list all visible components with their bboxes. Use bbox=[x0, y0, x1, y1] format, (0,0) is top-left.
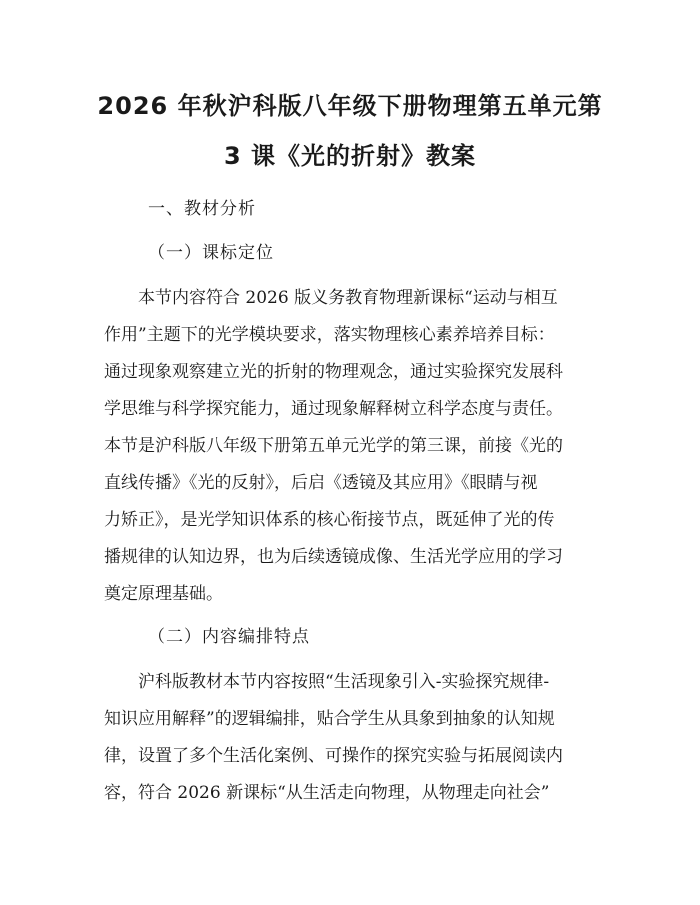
paragraph-line: 学思维与科学探究能力，通过现象解释树立科学态度与责任。 bbox=[104, 399, 563, 419]
paragraph-curriculum-positioning bbox=[104, 280, 596, 613]
paragraph-line: 知识应用解释”的逻辑编排，贴合学生从具象到抽象的认知规 bbox=[104, 709, 555, 729]
paragraph-line: 本节内容符合 2026 版义务教育物理新课标“运动与相互 bbox=[138, 288, 558, 308]
section-heading-textbook-analysis: 一、教材分析 bbox=[148, 199, 256, 219]
paragraph-line: 播规律的认知边界，也为后续透镜成像、生活光学应用的学习 bbox=[104, 547, 563, 567]
paragraph-line: 沪科版教材本节内容按照“生活现象引入-实验探究规律- bbox=[138, 672, 550, 692]
subsection-heading-content-arrangement: （二）内容编排特点 bbox=[148, 627, 310, 647]
paragraph-line: 奠定原理基础。 bbox=[104, 584, 223, 604]
document-title-line-1: 2026 年秋沪科版八年级下册物理第五单元第 bbox=[97, 92, 603, 120]
subsection-heading-curriculum-positioning: （一）课标定位 bbox=[148, 243, 274, 263]
paragraph-content-arrangement bbox=[104, 664, 596, 812]
paragraph-line: 本节是沪科版八年级下册第五单元光学的第三课，前接《光的 bbox=[104, 436, 563, 456]
paragraph-line: 力矫正》，是光学知识体系的核心衔接节点，既延伸了光的传 bbox=[104, 510, 555, 530]
paragraph-line: 作用”主题下的光学模块要求，落实物理核心素养培养目标： bbox=[104, 325, 555, 345]
document-title-line-2: 3 课《光的折射》教案 bbox=[223, 142, 477, 170]
paragraph-line: 律，设置了多个生活化案例、可操作的探究实验与拓展阅读内 bbox=[104, 746, 563, 766]
paragraph-line: 直线传播》《光的反射》，后启《透镜及其应用》《眼睛与视 bbox=[104, 473, 538, 493]
paragraph-line: 通过现象观察建立光的折射的物理观念，通过实验探究发展科 bbox=[104, 362, 563, 382]
paragraph-line: 容，符合 2026 新课标“从生活走向物理，从物理走向社会” bbox=[104, 783, 550, 803]
